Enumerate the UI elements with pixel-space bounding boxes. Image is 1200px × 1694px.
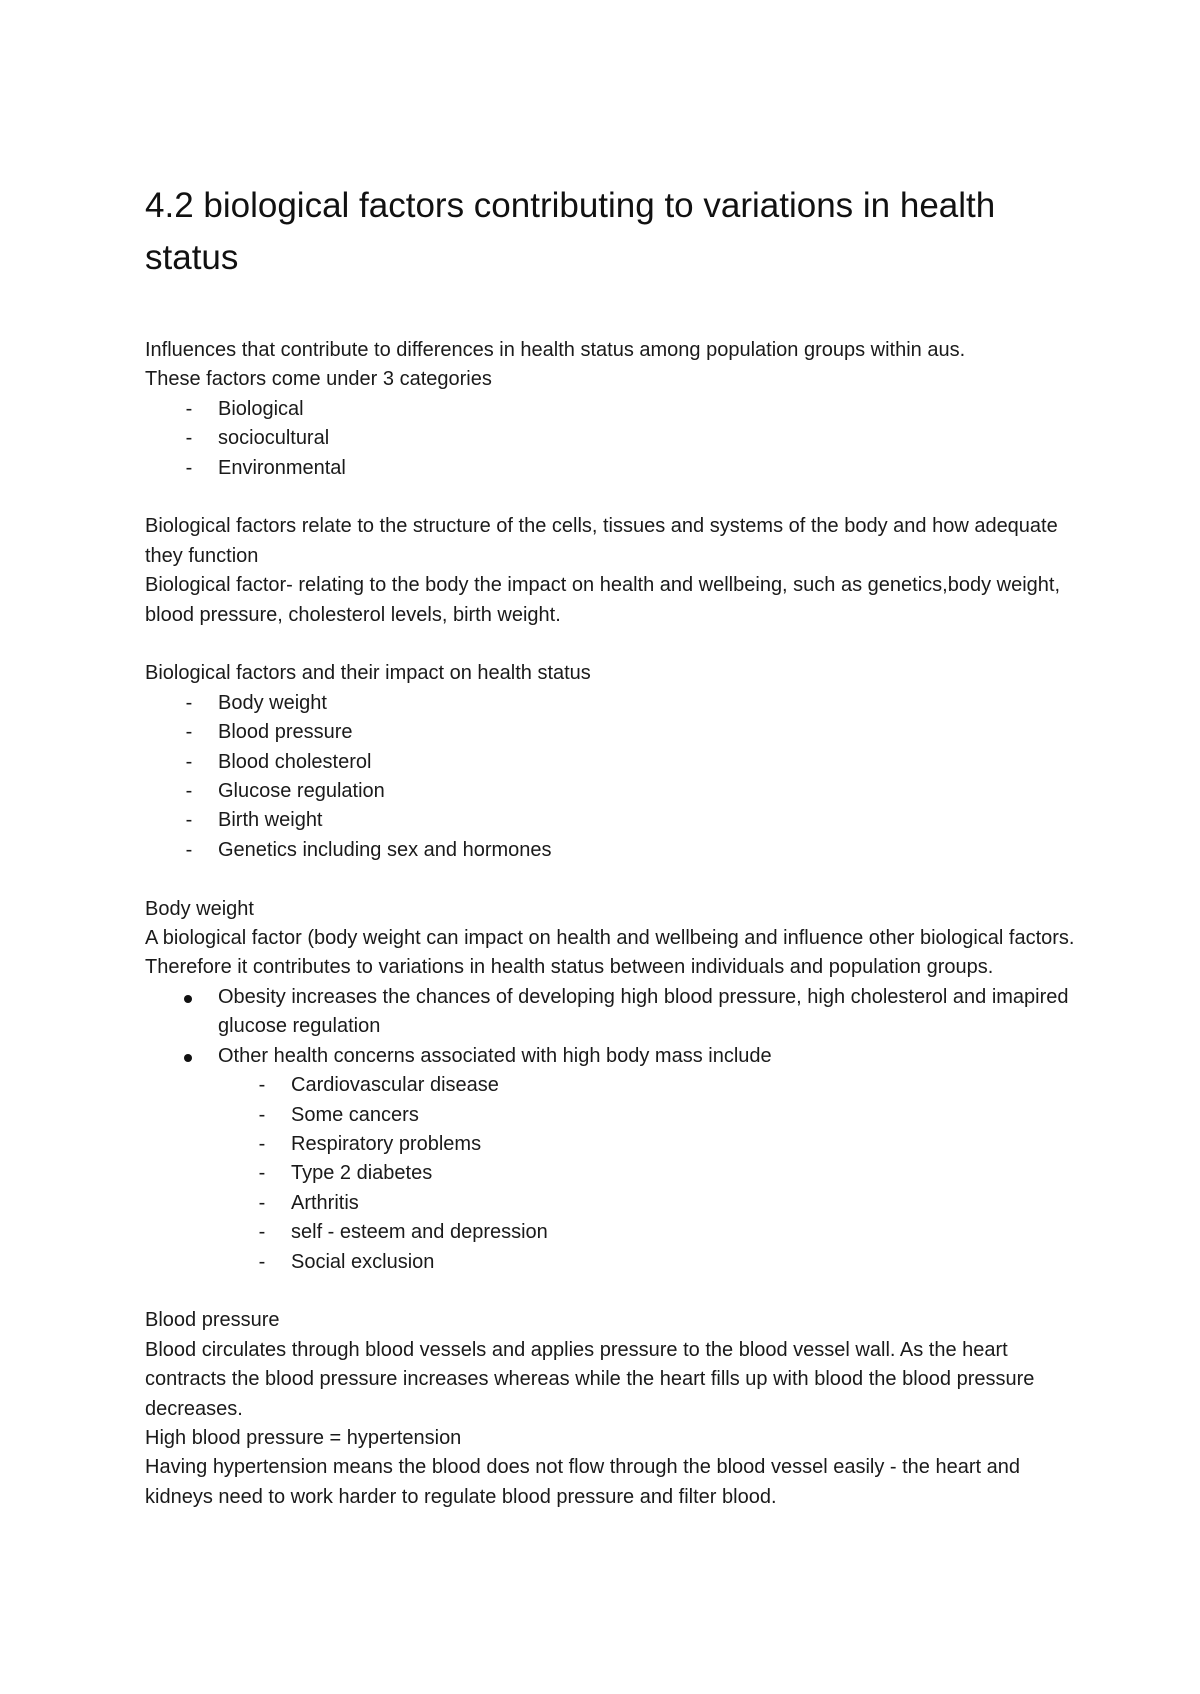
spacer — [145, 630, 1075, 659]
bullet-dot-icon — [184, 1054, 192, 1062]
list-item: - Cardiovascular disease — [145, 1071, 1075, 1100]
dash-bullet: - — [185, 809, 193, 832]
list-item: - Arthritis — [145, 1189, 1075, 1218]
intro-line-2: These factors come under 3 categories — [145, 368, 492, 391]
dash-bullet: - — [258, 1162, 266, 1185]
list-item: - Blood pressure — [145, 718, 1075, 747]
dash-bullet: - — [258, 1132, 266, 1155]
spacer — [145, 483, 1075, 512]
dash-bullet: - — [258, 1221, 266, 1244]
document-title: 4.2 biological factors contributing to variations in health status — [145, 186, 996, 277]
list-item: Obesity increases the chances of developing high blood pressure, high cholesterol and imapired glucose regulation — [145, 983, 1075, 1042]
dash-bullet: - — [185, 691, 193, 714]
dash-bullet: - — [185, 838, 193, 861]
bio-definition-1: Biological factors relate to the structure of the cells, tissues and systems of the body and how adequate they function — [145, 515, 1058, 567]
intro-line-1: Influences that contribute to differences in health status among population groups within aus. — [145, 339, 966, 361]
list-item: - Glucose regulation — [145, 777, 1075, 806]
body-weight-text: A biological factor (body weight can impact on health and wellbeing and influence other biological factors. Therefore it contributes to variations in health status between individuals and population groups. — [145, 927, 1075, 979]
dash-bullet: - — [185, 397, 193, 420]
health-concerns-list — [145, 1071, 1075, 1277]
body-weight-bullets — [145, 983, 1075, 1071]
list-item: - Genetics including sex and hormones — [145, 836, 1075, 865]
dash-bullet: - — [258, 1074, 266, 1097]
blood-pressure-text-2: High blood pressure = hypertension — [145, 1426, 462, 1449]
blood-pressure-text-1: Blood circulates through blood vessels and applies pressure to the blood vessel wall. As the heart contracts the blood pressure increases whereas while the heart fills up with blood the blood pressure decreases. — [145, 1338, 1035, 1420]
dash-bullet: - — [185, 780, 193, 803]
spacer — [145, 1277, 1075, 1306]
dash-bullet: - — [258, 1250, 266, 1273]
categories-list — [145, 395, 1075, 483]
list-item: - Biological — [145, 395, 1075, 424]
body-weight-heading: Body weight — [145, 897, 254, 920]
list-item: - Blood cholesterol — [145, 748, 1075, 777]
dash-bullet: - — [185, 721, 193, 744]
bullet-dot-icon — [184, 995, 192, 1003]
list-item: - sociocultural — [145, 424, 1075, 453]
dash-bullet: - — [185, 427, 193, 450]
list-item: - Respiratory problems — [145, 1130, 1075, 1159]
dash-bullet: - — [185, 456, 193, 479]
spacer — [145, 865, 1075, 894]
list-item: - Type 2 diabetes — [145, 1159, 1075, 1188]
bio-definition-2: Biological factor- relating to the body the impact on health and wellbeing, such as genetics,body weight, blood pressure, cholesterol levels, birth weight. — [145, 574, 1060, 626]
list-item: - Environmental — [145, 454, 1075, 483]
document-page — [145, 180, 1075, 1512]
blood-pressure-heading: Blood pressure — [145, 1309, 280, 1332]
dash-bullet: - — [258, 1103, 266, 1126]
factors-heading: Biological factors and their impact on health status — [145, 662, 591, 685]
list-item: - Body weight — [145, 689, 1075, 718]
list-item: - Social exclusion — [145, 1248, 1075, 1277]
factors-list — [145, 689, 1075, 865]
list-item: Other health concerns associated with high body mass include — [145, 1042, 1075, 1071]
dash-bullet: - — [185, 750, 193, 773]
blood-pressure-text-3: Having hypertension means the blood does not flow through the blood vessel easily - the heart and kidneys need to work harder to regulate blood pressure and filter blood. — [145, 1456, 1020, 1508]
list-item: - Some cancers — [145, 1101, 1075, 1130]
list-item: - self - esteem and depression — [145, 1218, 1075, 1247]
dash-bullet: - — [258, 1191, 266, 1214]
list-item: - Birth weight — [145, 806, 1075, 835]
